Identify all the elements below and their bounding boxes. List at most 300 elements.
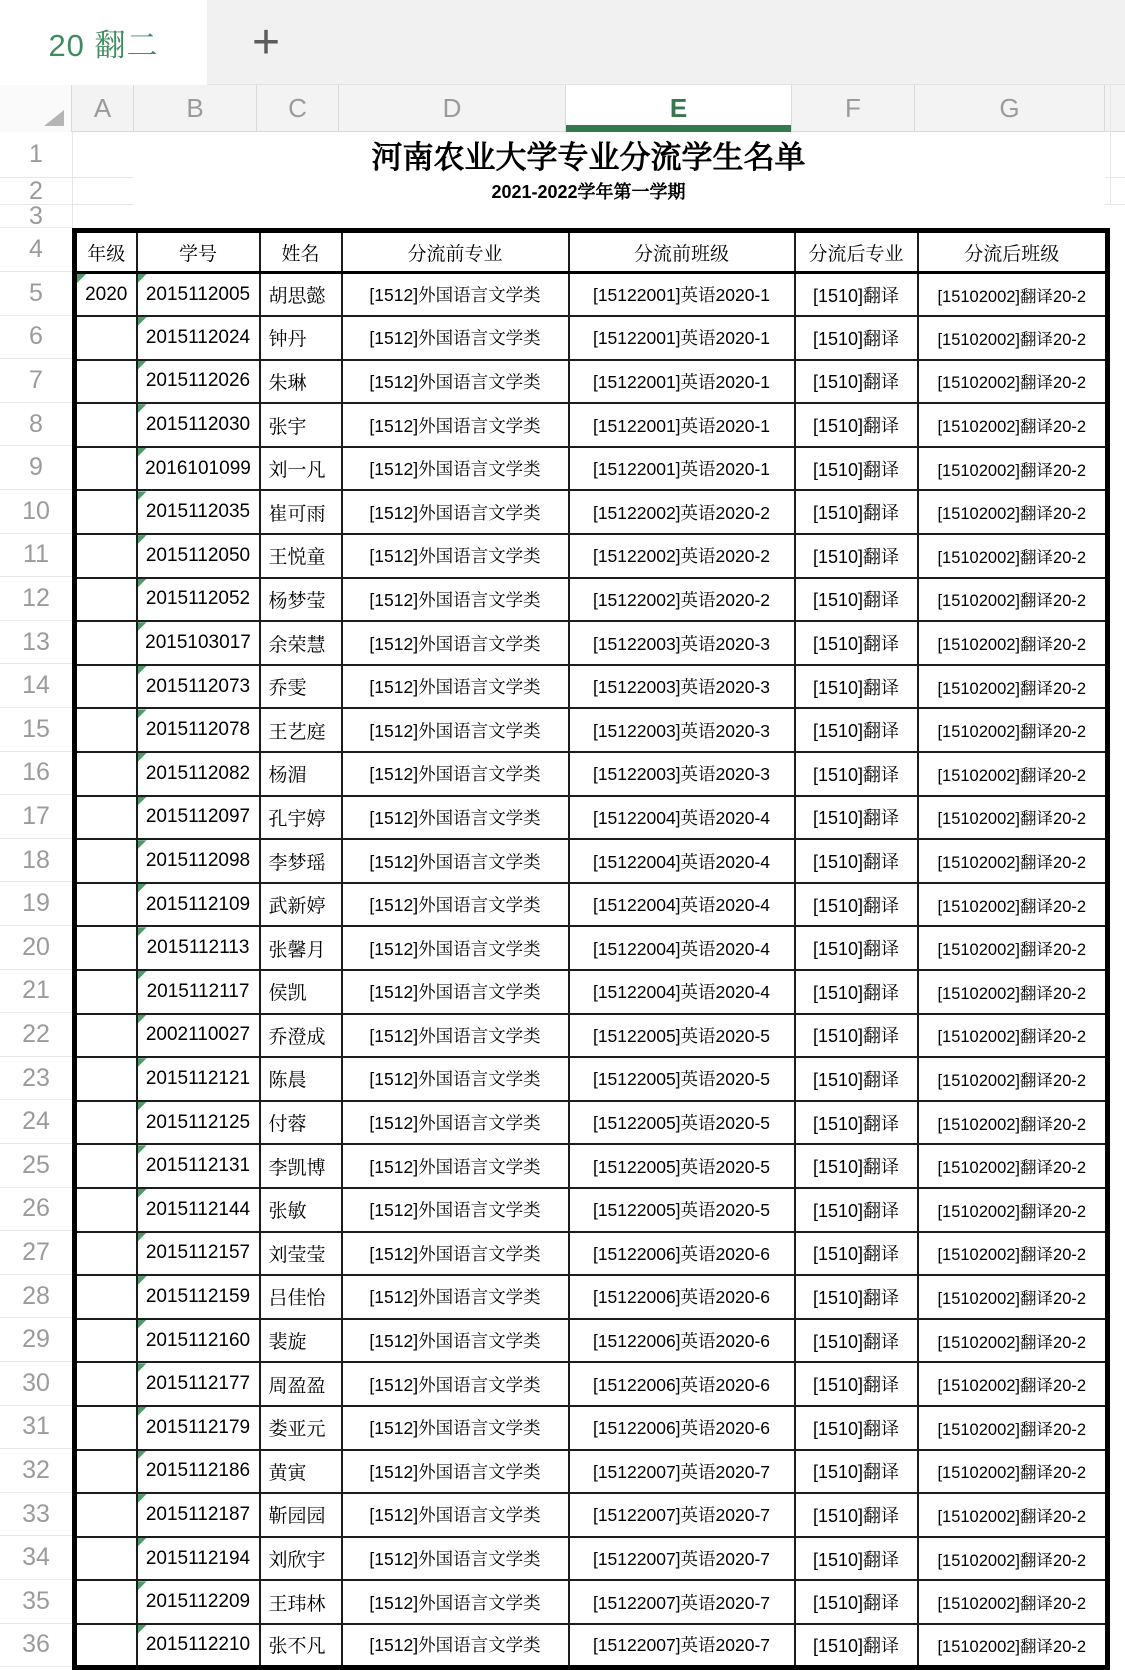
cell-C20[interactable]: 张馨月 <box>260 926 342 970</box>
cell-G8[interactable]: [15102002]翻译20-2 <box>918 403 1108 447</box>
cell-F16[interactable]: [1510]翻译 <box>795 752 918 796</box>
cell-C21[interactable]: 侯凯 <box>260 970 342 1014</box>
row-header-3[interactable]: 3 <box>0 205 72 228</box>
row-header-11[interactable]: 11 <box>0 534 72 578</box>
row-header-31[interactable]: 31 <box>0 1406 72 1450</box>
table-header-cell-F[interactable]: 分流后专业 <box>795 231 918 273</box>
cell-D17[interactable]: [1512]外国语言文学类 <box>342 796 569 840</box>
cell-E10[interactable]: [15122002]英语2020-2 <box>569 490 795 534</box>
cell-F12[interactable]: [1510]翻译 <box>795 578 918 622</box>
green-corner-triangle-icon <box>138 1058 147 1067</box>
green-corner-triangle-icon <box>138 927 147 936</box>
row-header-5[interactable]: 5 <box>0 272 72 316</box>
cell-F26[interactable]: [1510]翻译 <box>795 1188 918 1232</box>
cell-C25[interactable]: 李凯博 <box>260 1144 342 1188</box>
row-header-34[interactable]: 34 <box>0 1536 72 1580</box>
cell-C33[interactable]: 靳园园 <box>260 1493 342 1537</box>
cell-D16[interactable]: [1512]外国语言文学类 <box>342 752 569 796</box>
cell-G34[interactable]: [15102002]翻译20-2 <box>918 1537 1108 1581</box>
cell-B24[interactable]: 2015112125 <box>137 1101 260 1145</box>
cell-G29[interactable]: [15102002]翻译20-2 <box>918 1319 1108 1363</box>
column-header-D[interactable]: D <box>339 85 566 132</box>
row-header-15[interactable]: 15 <box>0 708 72 752</box>
cell-C36[interactable]: 张不凡 <box>260 1624 342 1668</box>
cell-D26[interactable]: [1512]外国语言文学类 <box>342 1188 569 1232</box>
row-header-23[interactable]: 23 <box>0 1057 72 1101</box>
cell-G10[interactable]: [15102002]翻译20-2 <box>918 490 1108 534</box>
cell-G28[interactable]: [15102002]翻译20-2 <box>918 1275 1108 1319</box>
cell-E16[interactable]: [15122003]英语2020-3 <box>569 752 795 796</box>
cell-D23[interactable]: [1512]外国语言文学类 <box>342 1057 569 1101</box>
cell-F27[interactable]: [1510]翻译 <box>795 1232 918 1276</box>
cell-A32[interactable] <box>75 1450 137 1494</box>
cell-C10[interactable]: 崔可雨 <box>260 490 342 534</box>
green-corner-triangle-icon <box>138 1407 147 1416</box>
cell-A29[interactable] <box>75 1319 137 1363</box>
cell-E12[interactable]: [15122002]英语2020-2 <box>569 578 795 622</box>
cell-F5[interactable]: [1510]翻译 <box>795 273 918 317</box>
cell-C5[interactable]: 胡思懿 <box>260 273 342 317</box>
sheet-tab-bar <box>0 0 1125 85</box>
cell-D6[interactable]: [1512]外国语言文学类 <box>342 316 569 360</box>
cell-C31[interactable]: 娄亚元 <box>260 1406 342 1450</box>
column-header-G[interactable]: G <box>915 85 1105 132</box>
cell-F7[interactable]: [1510]翻译 <box>795 360 918 404</box>
cell-G18[interactable]: [15102002]翻译20-2 <box>918 839 1108 883</box>
gridline <box>1105 204 1125 205</box>
cell-C29[interactable]: 裴旋 <box>260 1319 342 1363</box>
cell-G17[interactable]: [15102002]翻译20-2 <box>918 796 1108 840</box>
sheet-tab-active[interactable] <box>0 0 207 85</box>
cell-D30[interactable]: [1512]外国语言文学类 <box>342 1362 569 1406</box>
cell-D29[interactable]: [1512]外国语言文学类 <box>342 1319 569 1363</box>
cell-A30[interactable] <box>75 1362 137 1406</box>
cell-D31[interactable]: [1512]外国语言文学类 <box>342 1406 569 1450</box>
cell-D9[interactable]: [1512]外国语言文学类 <box>342 447 569 491</box>
cell-B12[interactable]: 2015112052 <box>137 578 260 622</box>
cell-G5[interactable]: [15102002]翻译20-2 <box>918 273 1108 317</box>
cell-C18[interactable]: 李梦瑶 <box>260 839 342 883</box>
cell-E15[interactable]: [15122003]英语2020-3 <box>569 708 795 752</box>
cell-E14[interactable]: [15122003]英语2020-3 <box>569 665 795 709</box>
cell-F20[interactable]: [1510]翻译 <box>795 926 918 970</box>
row-header-8[interactable]: 8 <box>0 403 72 447</box>
cell-D8[interactable]: [1512]外国语言文学类 <box>342 403 569 447</box>
add-sheet-button[interactable] <box>222 0 310 85</box>
cell-B23[interactable]: 2015112121 <box>137 1057 260 1101</box>
cell-A18[interactable] <box>75 839 137 883</box>
cell-A17[interactable] <box>75 796 137 840</box>
cell-D15[interactable]: [1512]外国语言文学类 <box>342 708 569 752</box>
cell-B9[interactable]: 2016101099 <box>137 447 260 491</box>
cell-G24[interactable]: [15102002]翻译20-2 <box>918 1101 1108 1145</box>
row-header-4[interactable]: 4 <box>0 228 72 272</box>
cell-C27[interactable]: 刘莹莹 <box>260 1232 342 1276</box>
cell-D14[interactable]: [1512]外国语言文学类 <box>342 665 569 709</box>
cell-F34[interactable]: [1510]翻译 <box>795 1537 918 1581</box>
cell-B13[interactable]: 2015103017 <box>137 621 260 665</box>
cell-B30[interactable]: 2015112177 <box>137 1362 260 1406</box>
green-corner-triangle-icon <box>138 491 147 500</box>
green-corner-triangle-icon <box>138 1538 147 1547</box>
cell-G14[interactable]: [15102002]翻译20-2 <box>918 665 1108 709</box>
cell-G22[interactable]: [15102002]翻译20-2 <box>918 1014 1108 1058</box>
cell-F6[interactable]: [1510]翻译 <box>795 316 918 360</box>
table-header-cell-B[interactable]: 学号 <box>137 231 260 273</box>
cell-D21[interactable]: [1512]外国语言文学类 <box>342 970 569 1014</box>
row-header-9[interactable]: 9 <box>0 446 72 490</box>
cell-A8[interactable] <box>75 403 137 447</box>
cell-C34[interactable]: 刘欣宇 <box>260 1537 342 1581</box>
cell-D5[interactable]: [1512]外国语言文学类 <box>342 273 569 317</box>
cell-F35[interactable]: [1510]翻译 <box>795 1580 918 1624</box>
cell-E27[interactable]: [15122006]英语2020-6 <box>569 1232 795 1276</box>
cell-E17[interactable]: [15122004]英语2020-4 <box>569 796 795 840</box>
cell-F19[interactable]: [1510]翻译 <box>795 883 918 927</box>
cell-B16[interactable]: 2015112082 <box>137 752 260 796</box>
cell-C13[interactable]: 余荣慧 <box>260 621 342 665</box>
row-header-6[interactable]: 6 <box>0 316 72 360</box>
row-header-19[interactable]: 19 <box>0 882 72 926</box>
cell-A20[interactable] <box>75 926 137 970</box>
table-row <box>75 1144 1108 1188</box>
cell-B29[interactable]: 2015112160 <box>137 1319 260 1363</box>
column-header-strip <box>0 85 1125 132</box>
cell-E11[interactable]: [15122002]英语2020-2 <box>569 534 795 578</box>
cell-C8[interactable]: 张宇 <box>260 403 342 447</box>
cell-F29[interactable]: [1510]翻译 <box>795 1319 918 1363</box>
cell-G13[interactable]: [15102002]翻译20-2 <box>918 621 1108 665</box>
row-header-32[interactable]: 32 <box>0 1449 72 1493</box>
cell-E28[interactable]: [15122006]英语2020-6 <box>569 1275 795 1319</box>
row-header-36[interactable]: 36 <box>0 1624 72 1668</box>
cell-B33[interactable]: 2015112187 <box>137 1493 260 1537</box>
column-header-B[interactable]: B <box>134 85 257 132</box>
cell-D22[interactable]: [1512]外国语言文学类 <box>342 1014 569 1058</box>
cell-A14[interactable] <box>75 665 137 709</box>
cell-C28[interactable]: 吕佳怡 <box>260 1275 342 1319</box>
cell-E13[interactable]: [15122003]英语2020-3 <box>569 621 795 665</box>
cell-A27[interactable] <box>75 1232 137 1276</box>
cell-G32[interactable]: [15102002]翻译20-2 <box>918 1450 1108 1494</box>
cell-A15[interactable] <box>75 708 137 752</box>
cell-E9[interactable]: [15122001]英语2020-1 <box>569 447 795 491</box>
cell-C26[interactable]: 张敏 <box>260 1188 342 1232</box>
cell-F22[interactable]: [1510]翻译 <box>795 1014 918 1058</box>
sheet-title-cell[interactable]: 河南农业大学专业分流学生名单 <box>371 139 806 175</box>
cell-E36[interactable]: [15122007]英语2020-7 <box>569 1624 795 1668</box>
cell-C32[interactable]: 黄寅 <box>260 1450 342 1494</box>
cell-B17[interactable]: 2015112097 <box>137 796 260 840</box>
select-all-corner[interactable] <box>0 85 72 132</box>
cell-E5[interactable]: [15122001]英语2020-1 <box>569 273 795 317</box>
cell-F32[interactable]: [1510]翻译 <box>795 1450 918 1494</box>
cell-A11[interactable] <box>75 534 137 578</box>
cell-F11[interactable]: [1510]翻译 <box>795 534 918 578</box>
cell-G23[interactable]: [15102002]翻译20-2 <box>918 1057 1108 1101</box>
row-header-33[interactable]: 33 <box>0 1493 72 1537</box>
cell-D34[interactable]: [1512]外国语言文学类 <box>342 1537 569 1581</box>
cell-G9[interactable]: [15102002]翻译20-2 <box>918 447 1108 491</box>
cell-C23[interactable]: 陈晨 <box>260 1057 342 1101</box>
cell-A24[interactable] <box>75 1101 137 1145</box>
cell-E26[interactable]: [15122005]英语2020-5 <box>569 1188 795 1232</box>
cell-D19[interactable]: [1512]外国语言文学类 <box>342 883 569 927</box>
cell-B34[interactable]: 2015112194 <box>137 1537 260 1581</box>
cell-G16[interactable]: [15102002]翻译20-2 <box>918 752 1108 796</box>
cell-B22[interactable]: 2002110027 <box>137 1014 260 1058</box>
cell-B5[interactable]: 2015112005 <box>137 273 260 317</box>
cell-F18[interactable]: [1510]翻译 <box>795 839 918 883</box>
sheet-subtitle-cell[interactable]: 2021-2022学年第一学期 <box>491 182 686 202</box>
cell-G7[interactable]: [15102002]翻译20-2 <box>918 360 1108 404</box>
cell-G6[interactable]: [15102002]翻译20-2 <box>918 316 1108 360</box>
column-header-F[interactable]: F <box>792 85 915 132</box>
cell-E31[interactable]: [15122006]英语2020-6 <box>569 1406 795 1450</box>
cell-G36[interactable]: [15102002]翻译20-2 <box>918 1624 1108 1668</box>
cell-F13[interactable]: [1510]翻译 <box>795 621 918 665</box>
cell-A5[interactable]: 2020 <box>75 273 137 317</box>
table-header-cell-E[interactable]: 分流前班级 <box>569 231 795 273</box>
cell-F23[interactable]: [1510]翻译 <box>795 1057 918 1101</box>
cell-G19[interactable]: [15102002]翻译20-2 <box>918 883 1108 927</box>
cell-D7[interactable]: [1512]外国语言文学类 <box>342 360 569 404</box>
cell-E6[interactable]: [15122001]英语2020-1 <box>569 316 795 360</box>
cell-D35[interactable]: [1512]外国语言文学类 <box>342 1580 569 1624</box>
green-corner-triangle-icon <box>138 1015 147 1024</box>
cell-C22[interactable]: 乔澄成 <box>260 1014 342 1058</box>
row-header-14[interactable]: 14 <box>0 664 72 708</box>
cell-B35[interactable]: 2015112209 <box>137 1580 260 1624</box>
cell-F21[interactable]: [1510]翻译 <box>795 970 918 1014</box>
cell-G12[interactable]: [15102002]翻译20-2 <box>918 578 1108 622</box>
cell-B27[interactable]: 2015112157 <box>137 1232 260 1276</box>
cell-D33[interactable]: [1512]外国语言文学类 <box>342 1493 569 1537</box>
cell-A13[interactable] <box>75 621 137 665</box>
cell-C14[interactable]: 乔雯 <box>260 665 342 709</box>
cell-E35[interactable]: [15122007]英语2020-7 <box>569 1580 795 1624</box>
row-header-24[interactable]: 24 <box>0 1100 72 1144</box>
column-header-C[interactable]: C <box>257 85 339 132</box>
cell-A33[interactable] <box>75 1493 137 1537</box>
cell-B31[interactable]: 2015112179 <box>137 1406 260 1450</box>
cell-B28[interactable]: 2015112159 <box>137 1275 260 1319</box>
cell-F28[interactable]: [1510]翻译 <box>795 1275 918 1319</box>
cell-C6[interactable]: 钟丹 <box>260 316 342 360</box>
cell-F10[interactable]: [1510]翻译 <box>795 490 918 534</box>
table-row <box>75 752 1108 796</box>
cell-E30[interactable]: [15122006]英语2020-6 <box>569 1362 795 1406</box>
cell-G27[interactable]: [15102002]翻译20-2 <box>918 1232 1108 1276</box>
row-header-29[interactable]: 29 <box>0 1318 72 1362</box>
table-header-cell-G[interactable]: 分流后班级 <box>918 231 1108 273</box>
cell-F30[interactable]: [1510]翻译 <box>795 1362 918 1406</box>
cell-C15[interactable]: 王艺庭 <box>260 708 342 752</box>
row-header-13[interactable]: 13 <box>0 621 72 665</box>
cell-A31[interactable] <box>75 1406 137 1450</box>
cell-G21[interactable]: [15102002]翻译20-2 <box>918 970 1108 1014</box>
cell-F31[interactable]: [1510]翻译 <box>795 1406 918 1450</box>
row-header-22[interactable]: 22 <box>0 1013 72 1057</box>
cell-F33[interactable]: [1510]翻译 <box>795 1493 918 1537</box>
column-header-A[interactable]: A <box>72 85 134 132</box>
cell-B7[interactable]: 2015112026 <box>137 360 260 404</box>
cell-A25[interactable] <box>75 1144 137 1188</box>
cell-F25[interactable]: [1510]翻译 <box>795 1144 918 1188</box>
cell-A23[interactable] <box>75 1057 137 1101</box>
row-header-17[interactable]: 17 <box>0 795 72 839</box>
cell-E29[interactable]: [15122006]英语2020-6 <box>569 1319 795 1363</box>
cell-F15[interactable]: [1510]翻译 <box>795 708 918 752</box>
cell-F14[interactable]: [1510]翻译 <box>795 665 918 709</box>
row-header-30[interactable]: 30 <box>0 1362 72 1406</box>
row-header-7[interactable]: 7 <box>0 359 72 403</box>
cell-A28[interactable] <box>75 1275 137 1319</box>
cell-D25[interactable]: [1512]外国语言文学类 <box>342 1144 569 1188</box>
cell-D13[interactable]: [1512]外国语言文学类 <box>342 621 569 665</box>
cell-E33[interactable]: [15122007]英语2020-7 <box>569 1493 795 1537</box>
row-header-35[interactable]: 35 <box>0 1580 72 1624</box>
cell-D20[interactable]: [1512]外国语言文学类 <box>342 926 569 970</box>
cell-E18[interactable]: [15122004]英语2020-4 <box>569 839 795 883</box>
cell-A12[interactable] <box>75 578 137 622</box>
cell-C7[interactable]: 朱琳 <box>260 360 342 404</box>
cell-C17[interactable]: 孔宇婷 <box>260 796 342 840</box>
cell-D24[interactable]: [1512]外国语言文学类 <box>342 1101 569 1145</box>
cell-B8[interactable]: 2015112030 <box>137 403 260 447</box>
cell-D18[interactable]: [1512]外国语言文学类 <box>342 839 569 883</box>
cell-C24[interactable]: 付蓉 <box>260 1101 342 1145</box>
cell-E23[interactable]: [15122005]英语2020-5 <box>569 1057 795 1101</box>
row-header-26[interactable]: 26 <box>0 1188 72 1232</box>
cell-D36[interactable]: [1512]外国语言文学类 <box>342 1624 569 1668</box>
cell-G25[interactable]: [15102002]翻译20-2 <box>918 1144 1108 1188</box>
cell-D10[interactable]: [1512]外国语言文学类 <box>342 490 569 534</box>
table-header-cell-C[interactable]: 姓名 <box>260 231 342 273</box>
row-header-12[interactable]: 12 <box>0 577 72 621</box>
cell-F8[interactable]: [1510]翻译 <box>795 403 918 447</box>
cell-B10[interactable]: 2015112035 <box>137 490 260 534</box>
cell-G35[interactable]: [15102002]翻译20-2 <box>918 1580 1108 1624</box>
cell-A19[interactable] <box>75 883 137 927</box>
cell-G15[interactable]: [15102002]翻译20-2 <box>918 708 1108 752</box>
cell-B21[interactable]: 2015112117 <box>137 970 260 1014</box>
cell-F17[interactable]: [1510]翻译 <box>795 796 918 840</box>
cell-B11[interactable]: 2015112050 <box>137 534 260 578</box>
cell-A16[interactable] <box>75 752 137 796</box>
cell-G33[interactable]: [15102002]翻译20-2 <box>918 1493 1108 1537</box>
student-table <box>72 228 1110 1670</box>
green-corner-triangle-icon <box>138 753 147 762</box>
cell-E8[interactable]: [15122001]英语2020-1 <box>569 403 795 447</box>
cell-B25[interactable]: 2015112131 <box>137 1144 260 1188</box>
row-header-1[interactable]: 1 <box>0 132 72 178</box>
cell-A9[interactable] <box>75 447 137 491</box>
row-header-18[interactable]: 18 <box>0 839 72 883</box>
green-corner-triangle-icon <box>138 797 147 806</box>
table-row <box>75 970 1108 1014</box>
cell-B19[interactable]: 2015112109 <box>137 883 260 927</box>
cell-B14[interactable]: 2015112073 <box>137 665 260 709</box>
cell-C35[interactable]: 王玮林 <box>260 1580 342 1624</box>
cell-B18[interactable]: 2015112098 <box>137 839 260 883</box>
cell-B20[interactable]: 2015112113 <box>137 926 260 970</box>
cell-C16[interactable]: 杨湄 <box>260 752 342 796</box>
cell-G11[interactable]: [15102002]翻译20-2 <box>918 534 1108 578</box>
cell-A35[interactable] <box>75 1580 137 1624</box>
cell-A7[interactable] <box>75 360 137 404</box>
row-header-10[interactable]: 10 <box>0 490 72 534</box>
row-header-28[interactable]: 28 <box>0 1275 72 1319</box>
table-header-cell-A[interactable]: 年级 <box>75 231 137 273</box>
cell-C30[interactable]: 周盈盈 <box>260 1362 342 1406</box>
table-row <box>75 578 1108 622</box>
cell-G26[interactable]: [15102002]翻译20-2 <box>918 1188 1108 1232</box>
green-corner-triangle-icon <box>138 274 147 283</box>
cell-E34[interactable]: [15122007]英语2020-7 <box>569 1537 795 1581</box>
cell-C9[interactable]: 刘一凡 <box>260 447 342 491</box>
cell-B32[interactable]: 2015112186 <box>137 1450 260 1494</box>
cell-E19[interactable]: [15122004]英语2020-4 <box>569 883 795 927</box>
cell-E25[interactable]: [15122005]英语2020-5 <box>569 1144 795 1188</box>
row-header-2[interactable]: 2 <box>0 178 72 205</box>
table-row <box>75 534 1108 578</box>
cell-A21[interactable] <box>75 970 137 1014</box>
row-header-27[interactable]: 27 <box>0 1231 72 1275</box>
cell-A6[interactable] <box>75 316 137 360</box>
cell-G31[interactable]: [15102002]翻译20-2 <box>918 1406 1108 1450</box>
gridline <box>1105 177 1125 178</box>
cell-F24[interactable]: [1510]翻译 <box>795 1101 918 1145</box>
cell-G30[interactable]: [15102002]翻译20-2 <box>918 1362 1108 1406</box>
cell-A26[interactable] <box>75 1188 137 1232</box>
row-header-20[interactable]: 20 <box>0 926 72 970</box>
row-header-21[interactable]: 21 <box>0 970 72 1014</box>
cell-A22[interactable] <box>75 1014 137 1058</box>
cell-B26[interactable]: 2015112144 <box>137 1188 260 1232</box>
cell-D32[interactable]: [1512]外国语言文学类 <box>342 1450 569 1494</box>
cell-B36[interactable]: 2015112210 <box>137 1624 260 1668</box>
row-header-16[interactable]: 16 <box>0 752 72 796</box>
cell-C11[interactable]: 王悦童 <box>260 534 342 578</box>
cell-D28[interactable]: [1512]外国语言文学类 <box>342 1275 569 1319</box>
cell-E21[interactable]: [15122004]英语2020-4 <box>569 970 795 1014</box>
cell-F36[interactable]: [1510]翻译 <box>795 1624 918 1668</box>
cell-C12[interactable]: 杨梦莹 <box>260 578 342 622</box>
row-header-25[interactable]: 25 <box>0 1144 72 1188</box>
column-header-E[interactable]: E <box>566 85 792 132</box>
cell-C19[interactable]: 武新婷 <box>260 883 342 927</box>
cell-E32[interactable]: [15122007]英语2020-7 <box>569 1450 795 1494</box>
cell-B6[interactable]: 2015112024 <box>137 316 260 360</box>
cell-E24[interactable]: [15122005]英语2020-5 <box>569 1101 795 1145</box>
cell-F9[interactable]: [1510]翻译 <box>795 447 918 491</box>
cell-D27[interactable]: [1512]外国语言文学类 <box>342 1232 569 1276</box>
cell-A34[interactable] <box>75 1537 137 1581</box>
cell-A36[interactable] <box>75 1624 137 1668</box>
cell-A10[interactable] <box>75 490 137 534</box>
cell-D12[interactable]: [1512]外国语言文学类 <box>342 578 569 622</box>
cell-D11[interactable]: [1512]外国语言文学类 <box>342 534 569 578</box>
cell-B15[interactable]: 2015112078 <box>137 708 260 752</box>
cell-E22[interactable]: [15122005]英语2020-5 <box>569 1014 795 1058</box>
cell-E20[interactable]: [15122004]英语2020-4 <box>569 926 795 970</box>
cell-G20[interactable]: [15102002]翻译20-2 <box>918 926 1108 970</box>
plus-icon: + <box>251 15 281 69</box>
green-corner-triangle-icon <box>138 317 147 326</box>
cell-E7[interactable]: [15122001]英语2020-1 <box>569 360 795 404</box>
table-header-cell-D[interactable]: 分流前专业 <box>342 231 569 273</box>
